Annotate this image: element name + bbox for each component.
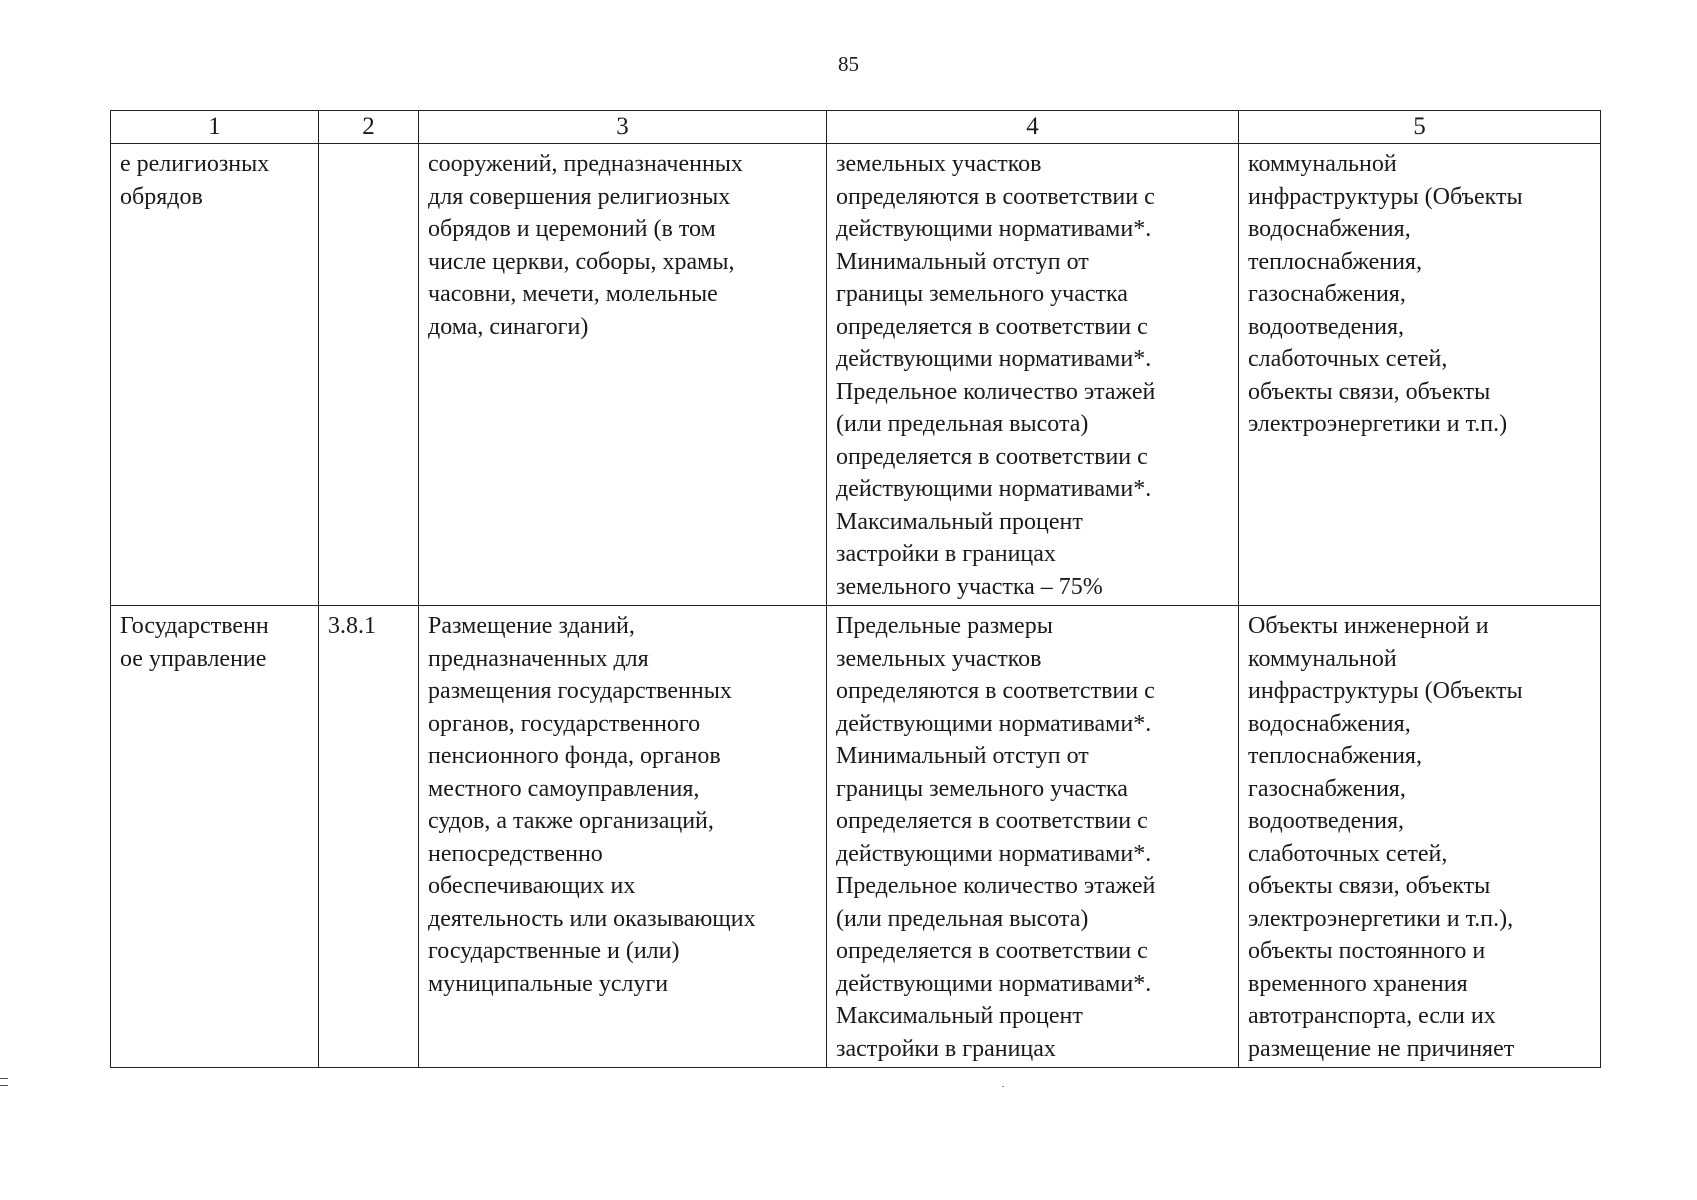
use-type-cell <box>111 606 319 1068</box>
auxiliary-uses-text: коммунальной инфраструктуры (Объекты водоснабжения, теплоснабжения, газоснабжения, водоотведения, слаботочных сетей, объекты связи, объекты электроэнергетики и т.п.) <box>1248 151 1523 437</box>
zoning-table <box>110 110 1601 1068</box>
column-header-1: 1 <box>111 111 319 144</box>
parameters-cell <box>827 606 1239 1068</box>
parameters-cell <box>827 144 1239 606</box>
scan-dust-speck <box>1002 1086 1004 1087</box>
use-description-text: сооружений, предназначенных для совершения религиозных обрядов и церемоний (в том числе церкви, соборы, храмы, часовни, мечети, молельные дома, синагоги) <box>428 151 743 340</box>
auxiliary-uses-cell <box>1239 606 1601 1068</box>
table-row <box>111 606 1601 1068</box>
use-type-text: Государственн ое управление <box>120 613 269 672</box>
column-header-4: 4 <box>827 111 1239 144</box>
column-header-3: 3 <box>419 111 827 144</box>
table-row <box>111 144 1601 606</box>
use-description-cell <box>419 144 827 606</box>
parameters-text: Предельные размеры земельных участков определяются в соответствии с действующими нормативами*. Минимальный отступ от границы земельного участка определяется в соответствии с действующими нормативами*. Предельное количество этажей (или предельная высота) определяется в соответствии с действующими нормативами*. Максимальный процент застройки в границах <box>836 613 1156 1062</box>
scan-edge-mark <box>0 1078 8 1086</box>
use-type-text: е религиозных обрядов <box>120 151 270 210</box>
table-header-row <box>111 111 1601 144</box>
auxiliary-uses-cell <box>1239 144 1601 606</box>
column-header-2: 2 <box>319 111 419 144</box>
use-description-text: Размещение зданий, предназначенных для размещения государственных органов, государственного пенсионного фонда, органов местного самоуправления, судов, а также организаций, непосредственно обеспечивающих их деятельность или оказывающих государственные и (или) муниципальные услуги <box>428 613 756 997</box>
use-code-text: 3.8.1 <box>328 613 376 639</box>
page-number: 85 <box>838 52 859 76</box>
use-code-cell <box>319 144 419 606</box>
use-description-cell <box>419 606 827 1068</box>
use-code-cell <box>319 606 419 1068</box>
auxiliary-uses-text: Объекты инженерной и коммунальной инфраструктуры (Объекты водоснабжения, теплоснабжения, газоснабжения, водоотведения, слаботочных сетей, объекты связи, объекты электроэнергетики и т.п.), объекты постоянного и временного хранения автотранспорта, если их размещение не причиняет <box>1248 613 1523 1062</box>
column-header-5: 5 <box>1239 111 1601 144</box>
parameters-text: земельных участков определяются в соответствии с действующими нормативами*. Минимальный отступ от границы земельного участка определяется в соответствии с действующими нормативами*. Предельное количество этажей (или предельная высота) определяется в соответствии с действующими нормативами*. Максимальный процент застройки в границах земельного участка – 75% <box>836 151 1156 600</box>
use-type-cell <box>111 144 319 606</box>
